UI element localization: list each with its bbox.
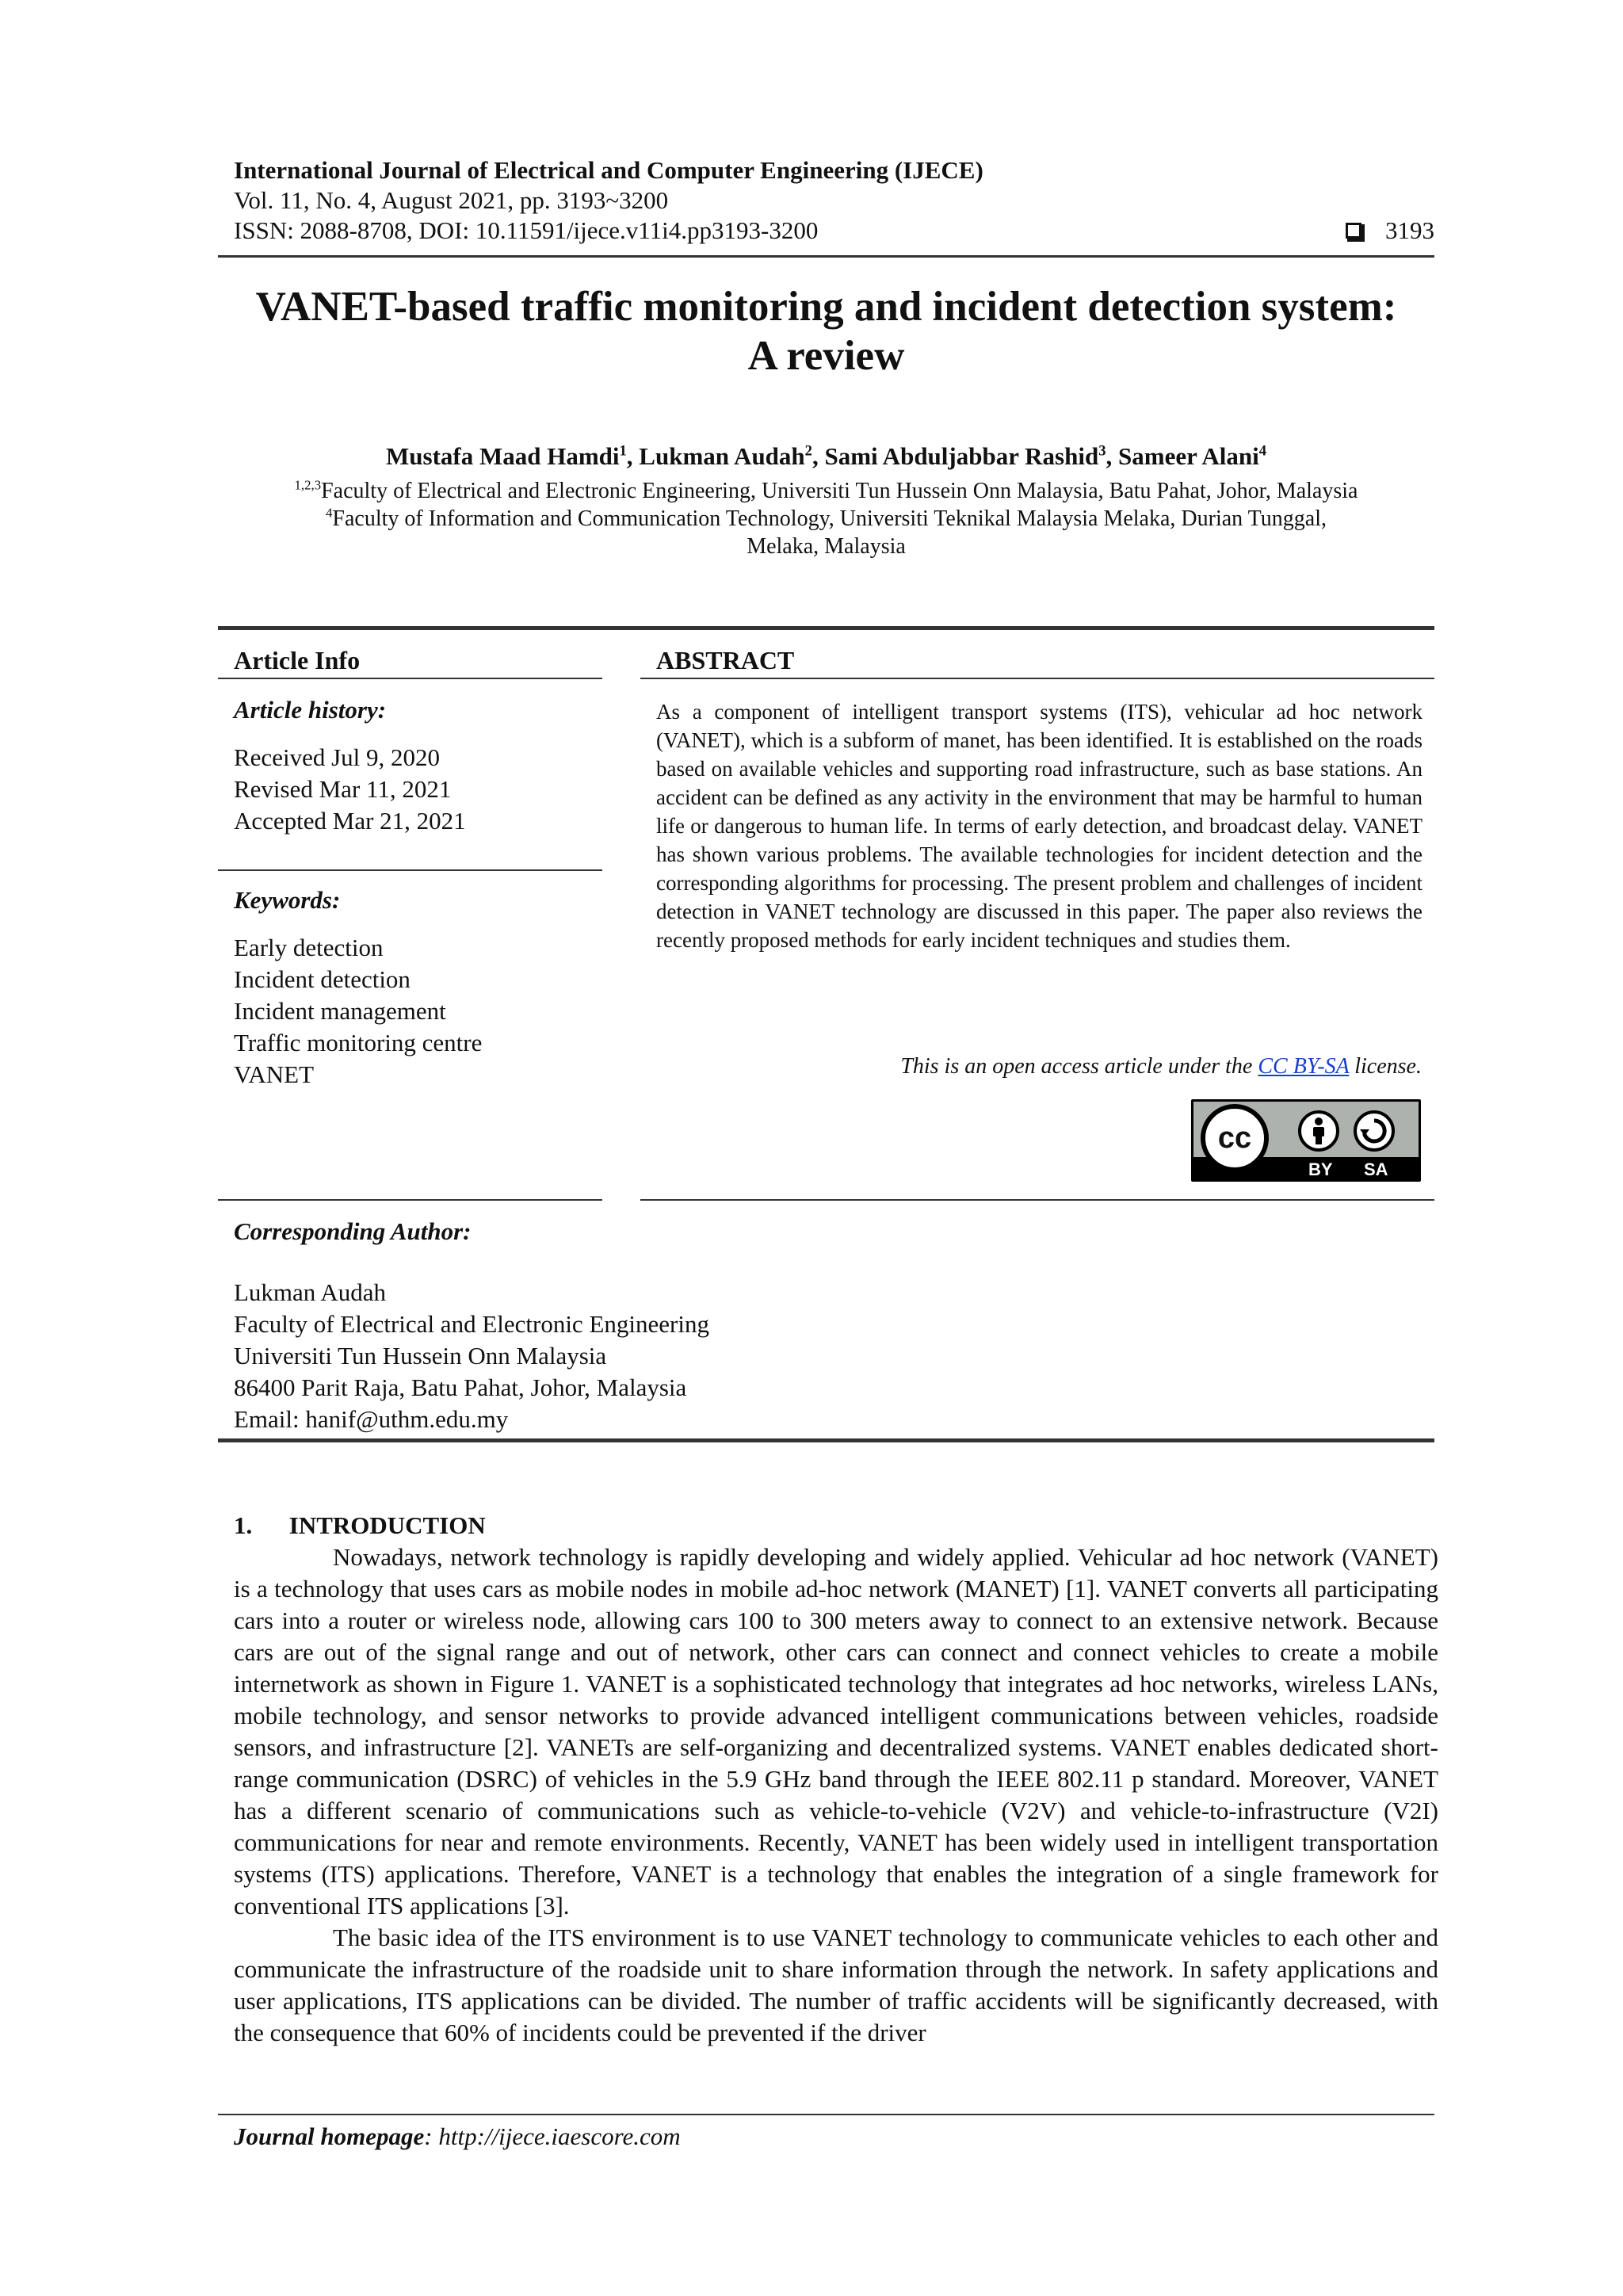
keywords-rule: [218, 1199, 602, 1201]
license-statement: [900, 1054, 1422, 1079]
author-sup: 2: [804, 442, 812, 460]
paper-title: [218, 282, 1434, 380]
homepage-url[interactable]: : http://ijece.iaescore.com: [424, 2122, 681, 2150]
keyword: VANET: [234, 1060, 315, 1088]
history-rule: [218, 869, 602, 871]
received-date: Received Jul 9, 2020: [234, 743, 441, 771]
abstract-bottom-rule: [640, 1199, 1434, 1201]
journal-homepage: [234, 2122, 681, 2151]
affiliation-1: [218, 478, 1434, 505]
affiliation-text: Faculty of Electrical and Electronic Engineering, Universiti Tun Hussein Onn Malaysia, Batu Pahat, Johor, Malaysia: [321, 479, 1358, 503]
author-sup: 3: [1098, 442, 1106, 460]
author-list: Mustafa Maad Hamdi$^1$, Lukman Audah$^2$, Sami Abduljabbar Rashid$^3$, Sameer Alani$^4$: [386, 442, 1266, 470]
article-history-heading: Article history:: [234, 696, 387, 724]
author-sup: 4: [1258, 442, 1266, 460]
corr-university: Universiti Tun Hussein Onn Malaysia: [234, 1342, 607, 1370]
accepted-date: Accepted Mar 21, 2021: [234, 807, 466, 835]
affiliation-sup: 4: [326, 505, 333, 521]
header-rule: [218, 255, 1434, 258]
corresponding-author-details: [234, 1277, 709, 1435]
article-history: [234, 742, 466, 837]
introduction-heading: 1. INTRODUCTION: [234, 1511, 486, 1539]
author-sup: 1: [619, 442, 627, 460]
cc-logo-icon: cc: [1201, 1104, 1269, 1172]
keyword: Early detection: [234, 934, 384, 961]
journal-name: International Journal of Electrical and Computer Engineering (IJECE): [234, 156, 983, 184]
keywords-list: [234, 932, 482, 1091]
homepage-label: Journal homepage: [234, 2122, 425, 2150]
affiliation-sup: 1,2,3: [294, 477, 322, 493]
keyword: Incident detection: [234, 965, 411, 993]
keyword: Traffic monitoring centre: [234, 1029, 483, 1056]
affiliation-2-line-2: Melaka, Malaysia: [747, 534, 906, 559]
infobox-bottom-rule: [218, 1438, 1434, 1442]
share-alike-icon: [1354, 1110, 1395, 1152]
by-label: BY: [1308, 1159, 1333, 1179]
abstract-heading: ABSTRACT: [656, 646, 795, 674]
revised-date: Revised Mar 11, 2021: [234, 775, 452, 803]
square-bullet-icon: [1346, 223, 1361, 239]
page-number: 3193: [1385, 216, 1434, 244]
corr-name: Lukman Audah: [234, 1278, 386, 1306]
introduction-section: [234, 1510, 1438, 2049]
keywords-heading: Keywords:: [234, 886, 341, 914]
abstract-rule: [640, 678, 1434, 679]
license-prefix: This is an open access article under the: [900, 1054, 1258, 1079]
cc-by-sa-badge-icon[interactable]: [1191, 1099, 1421, 1182]
sa-label: SA: [1364, 1159, 1388, 1179]
affiliation-2: [218, 506, 1434, 533]
corresponding-author-heading: Corresponding Author:: [234, 1217, 472, 1245]
issn-doi: ISSN: 2088-8708, DOI: 10.11591/ijece.v11i4.pp3193-3200: [234, 216, 819, 244]
intro-paragraph-2: The basic idea of the ITS environment is to use VANET technology to communicate vehicles to each other and communicate the infrastructure of the roadside unit to share information through the network. In safety applications and user applications, ITS applications can be divided. The number of traffic accidents will be significantly decreased, with the consequence that 60% of incidents could be prevented if the driver: [234, 1924, 1438, 2046]
author-name: Lukman Audah: [639, 442, 805, 470]
corr-email: Email: hanif@uthm.edu.my: [234, 1405, 509, 1433]
volume-info: Vol. 11, No. 4, August 2021, pp. 3193~3200: [234, 186, 669, 214]
author-name: Sameer Alani: [1118, 442, 1259, 470]
corr-faculty: Faculty of Electrical and Electronic Engineering: [234, 1310, 709, 1338]
article-info-heading: Article Info: [234, 646, 361, 674]
attribution-person-icon: [1298, 1110, 1339, 1152]
corr-address: 86400 Parit Raja, Batu Pahat, Johor, Malaysia: [234, 1373, 687, 1401]
article-info-rule: [218, 678, 602, 679]
affiliation-text: Faculty of Information and Communication Technology, Universiti Teknikal Malaysia Melaka, Durian Tunggal,: [332, 506, 1327, 531]
cc-by-sa-link[interactable]: CC BY-SA: [1258, 1054, 1350, 1079]
author-name: Sami Abduljabbar Rashid: [824, 442, 1099, 470]
title-line-2: A review: [747, 333, 905, 379]
title-line-1: VANET-based traffic monitoring and incident detection system:: [255, 284, 1397, 330]
author-name: Mustafa Maad Hamdi: [386, 442, 620, 470]
abstract-text: As a component of intelligent transport systems (ITS), vehicular ad hoc network (VANET), which is a subform of manet, has been identified. It is established on the roads based on available vehicles and supporting road infrastructure, such as base stations. An accident can be defined as any activity in the environment that may be harmful to human life or dangerous to human life. In terms of early detection, and broadcast delay. VANET has shown various problems. The available technologies for incident detection and the corresponding algorithms for processing. The present problem and challenges of incident detection in VANET technology are discussed in this paper. The paper also reviews the recently proposed methods for early incident techniques and studies them.: [656, 700, 1423, 952]
keyword: Incident management: [234, 997, 446, 1025]
infobox-top-rule: [218, 626, 1434, 630]
intro-paragraph-1: Nowadays, network technology is rapidly developing and widely applied. Vehicular ad hoc network (VANET) is a technology that uses cars as mobile nodes in mobile ad-hoc network (MANET) [1]. VANET converts all participating cars into a router or wireless node, allowing cars 100 to 300 meters away to connect to an extensive network. Because cars are out of the signal range and out of network, other cars can connect and connect vehicles to create a mobile internetwork as shown in Figure 1. VANET is a sophisticated technology that integrates ad hoc networks, wireless LANs, mobile technology, and sensor networks to provide advanced intelligent communications between vehicles, roadside sensors, and infrastructure [2]. VANETs are self-organizing and decentralized systems. VANET enables dedicated short-range communication (DSRC) of vehicles in the 5.9 GHz band through the IEEE 802.11 p standard. Moreover, VANET has a different scenario of communications such as vehicle-to-vehicle (V2V) and vehicle-to-infrastructure (V2I) communications for near and remote environments. Recently, VANET has been widely used in intelligent transportation systems (ITS) applications. Therefore, VANET is a technology that enables the integration of a single framework for conventional ITS applications [3].: [234, 1543, 1438, 1920]
license-suffix: license.: [1349, 1054, 1422, 1079]
page-number-block: [1346, 216, 1434, 246]
footer-rule: [218, 2114, 1434, 2115]
